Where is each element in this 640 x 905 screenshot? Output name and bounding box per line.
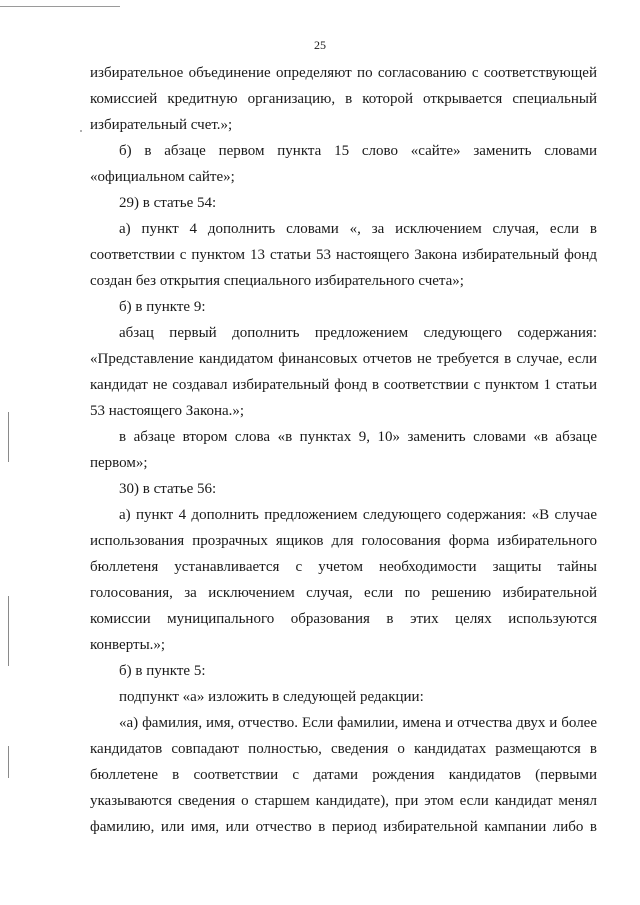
paragraph: б) в абзаце первом пункта 15 слово «сайте» заменить словами «официальном сайте»; xyxy=(90,143,597,185)
document-body xyxy=(90,60,597,840)
paragraph: а) пункт 4 дополнить словами «, за исключением случая, если в соответствии с пунктом 13 статьи 53 настоящего Закона избирательный фонд создан без открытия специального избирательного счета»; xyxy=(90,221,597,289)
paragraph: «а) фамилия, имя, отчество. Если фамилии, имена и отчества двух и более кандидатов совпадают полностью, сведения о кандидатах размещаются в бюллетене в соответствии с датами рождения кандидатов (первыми указываются сведения о старшем кандидате), при этом если кандидат менял фамилию, или имя, или отчество в период избирательной кампании либо в xyxy=(90,715,597,835)
paragraph: 30) в статье 56: xyxy=(119,481,217,497)
margin-scan-line xyxy=(8,746,9,778)
paragraph: 29) в статье 54: xyxy=(119,195,217,211)
paragraph: избирательное объединение определяют по согласованию с соответствующей комиссией кредитную организацию, в которой открывается специальный избирательный счет.»; xyxy=(90,65,597,133)
page-number: 25 xyxy=(314,38,326,52)
paragraph: в абзаце втором слова «в пунктах 9, 10» заменить словами «в абзаце первом»; xyxy=(90,429,597,471)
scan-edge-line xyxy=(0,6,120,7)
margin-scan-line xyxy=(8,412,9,462)
paragraph: подпункт «а» изложить в следующей редакции: xyxy=(119,689,424,705)
paragraph: б) в пункте 5: xyxy=(119,663,206,679)
paragraph: абзац первый дополнить предложением следующего содержания: «Представление кандидатом финансовых отчетов не требуется в случае, если кандидат не создавал избирательный фонд в соответствии с пунктом 1 статьи 53 настоящего Закона.»; xyxy=(90,325,597,419)
scan-speck xyxy=(80,130,82,132)
paragraph: б) в пункте 9: xyxy=(119,299,206,315)
paragraph: а) пункт 4 дополнить предложением следующего содержания: «В случае использования прозрачных ящиков для голосования форма избирательного бюллетеня устанавливается с учетом необходимости защиты тайны голосования, за исключением случая, если по решению избирательной комиссии муниципального образования в этих целях используются конверты.»; xyxy=(90,507,597,653)
margin-scan-line xyxy=(8,596,9,666)
